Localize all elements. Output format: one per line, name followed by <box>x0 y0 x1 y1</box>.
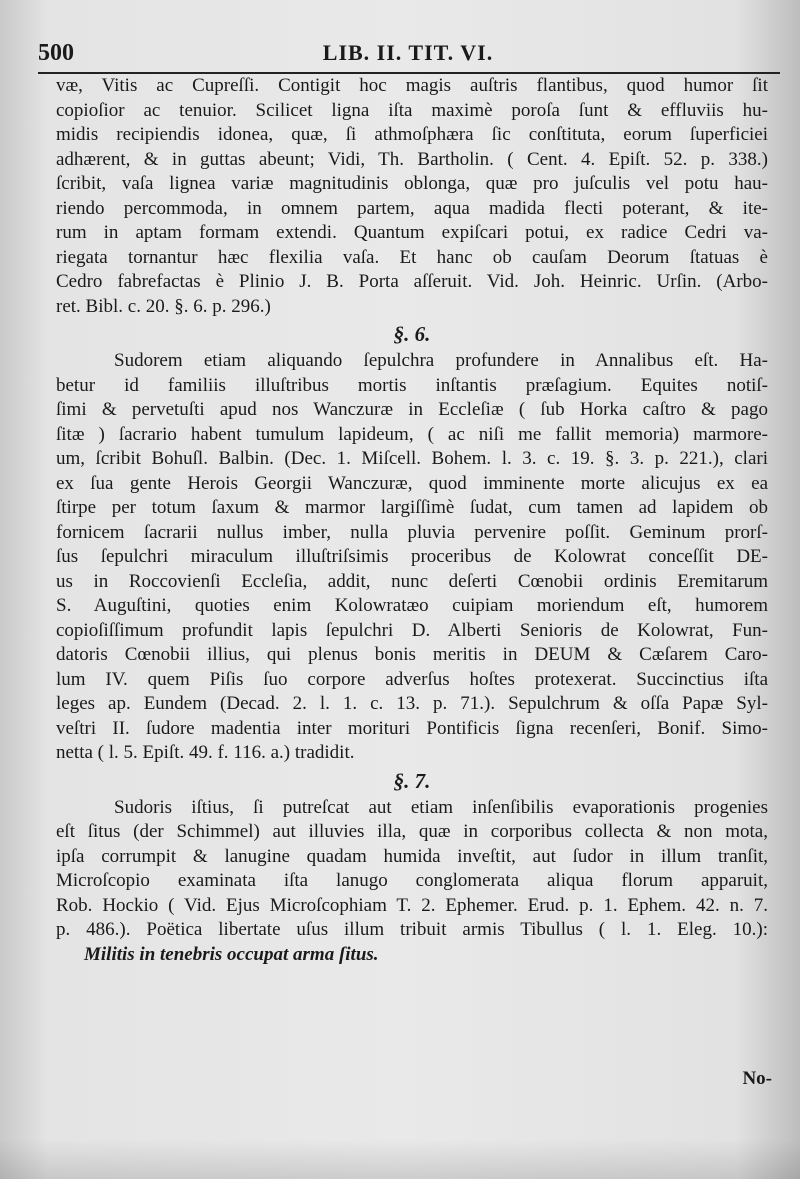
text-line: riegata tornantur hæc flexilia vaſa. Et hanc ob cauſam Deorum ſtatuas è <box>56 246 768 268</box>
text-line: ipſa corrumpit & lanugine quadam humida inveſtit, aut ſudor in illum tranſit, <box>56 845 768 867</box>
text-line: ſitæ ) ſacrario habent tumulum lapideum, ( ac niſi me fallit memoria) marmore- <box>56 423 768 445</box>
text-line: rum in aptam formam extendi. Quantum expiſcari potui, ex radice Cedri va- <box>56 222 768 243</box>
text-line: Sudorem etiam aliquando ſepulchra profundere in Annalibus eſt. Ha- <box>114 350 768 371</box>
text-line: væ, Vitis ac Cupreſſi. Contigit hoc magis auſtris flantibus, quod humor ſit <box>56 75 768 96</box>
section-heading: §. 7. <box>393 768 431 793</box>
text-line: midis recipiendis idonea, quæ, ſi athmoſphæra ſic conſtituta, eorum ſuperficiei <box>56 124 768 145</box>
text-line: Rob. Hockio ( Vid. Ejus Microſcophiam T. 2. Ephemer. Erud. p. 1. Ephem. 42. n. 7. <box>56 894 768 916</box>
text-line: riendo percommoda, in omnem partem, aqua madida flecti poterant, & ite- <box>56 197 768 219</box>
text-line: us in Roccovienſi Eccleſia, addit, nunc deſerti Cœnobii ordinis Eremitarum <box>56 570 768 592</box>
text-line: lum IV. quem Piſis ſuo corpore adverſus hoſtes protexerat. Succinctius iſta <box>56 668 768 690</box>
text-line: betur id familiis illuſtribus mortis inſtantis præſagium. Equites notiſ- <box>56 374 768 396</box>
text-line: S. Auguſtini, quoties enim Kolowratæo cuipiam moriendum eſt, humorem <box>56 595 768 616</box>
text-line: leges ap. Eundem (Decad. 2. l. 1. c. 13. p. 71.). Sepulchrum & oſſa Papæ Syl- <box>56 693 768 714</box>
text-line: ret. Bibl. c. 20. §. 6. p. 296.) <box>56 295 271 317</box>
page-header <box>38 40 778 70</box>
section-heading: §. 6. <box>393 322 431 346</box>
text-line: ſtirpe per totum ſaxum & marmor largiſſimè ſudat, cum tamen ad lapidem ob <box>56 497 768 518</box>
text-line: veſtri II. ſudore madentia inter morituri Pontificis ſigna recenſeri, Bonif. Simo- <box>56 717 768 739</box>
text-line: ſimi & pervetuſti apud nos Wanczuræ in Eccleſiæ ( ſub Horka caſtro & pago <box>56 399 768 420</box>
page-shadow <box>0 1139 800 1179</box>
text-line: p. 486.). Poëtica libertate uſus illum tribuit armis Tibullus ( l. 1. Eleg. 10.): <box>56 919 768 940</box>
text-body <box>56 74 768 967</box>
text-line: Microſcopio examinata iſta lanugo conglomerata aliqua florum apparuit, <box>56 870 768 891</box>
text-line: um, ſcribit Bohuſl. Balbin. (Dec. 1. Miſcell. Bohem. l. 3. c. 19. §. 3. p. 221.), clari <box>56 448 768 469</box>
text-line: ex ſua gente Herois Georgii Wanczuræ, quod imminente morte alicujus ex ea <box>56 472 768 494</box>
text-line: netta ( l. 5. Epiſt. 49. f. 116. a.) tradidit. <box>56 742 355 763</box>
text-line: ſus ſepulchri miraculum illuſtriſsimis proceribus de Kolowrat conceſſit DE- <box>56 546 768 567</box>
verse-quotation: Militis in tenebris occupat arma ſitus. <box>84 943 379 965</box>
text-line: datoris Cœnobii illius, qui plenus bonis meritis in DEUM & Cæſarem Caro- <box>56 644 768 665</box>
text-line: fornicem ſacrarii nullus imber, nulla pluvia pervenire poſſit. Geminum prorſ- <box>56 521 768 543</box>
text-line: eſt ſitus (der Schimmel) aut illuvies illa, quæ in corporibus collecta & non mota, <box>56 821 768 842</box>
running-head: LIB. II. TIT. VI. <box>322 40 494 65</box>
text-line: Cedro fabrefactas è Plinio J. B. Porta aſſeruit. Vid. Joh. Heinric. Urſin. (Arbo- <box>56 271 768 292</box>
text-line: adhærent, & in guttas abeunt; Vidi, Th. Bartholin. ( Cent. 4. Epiſt. 52. p. 338.) <box>56 148 768 170</box>
text-line: ſcribit, vaſa lignea variæ magnitudinis oblonga, quæ pro juſculis vel potu hau- <box>56 173 768 194</box>
text-line: copioſior ac tenuior. Scilicet ligna iſta maximè poroſa ſunt & effluviis hu- <box>56 99 768 121</box>
text-line: Sudoris iſtius, ſi putreſcat aut etiam inſenſibilis evaporationis progenies <box>114 796 768 818</box>
catchword: No- <box>742 1068 772 1089</box>
text-line: copioſiſſimum profundit lapis ſepulchri D. Alberti Senioris de Kolowrat, Fun- <box>56 619 768 641</box>
page-number: 500 <box>38 40 74 66</box>
